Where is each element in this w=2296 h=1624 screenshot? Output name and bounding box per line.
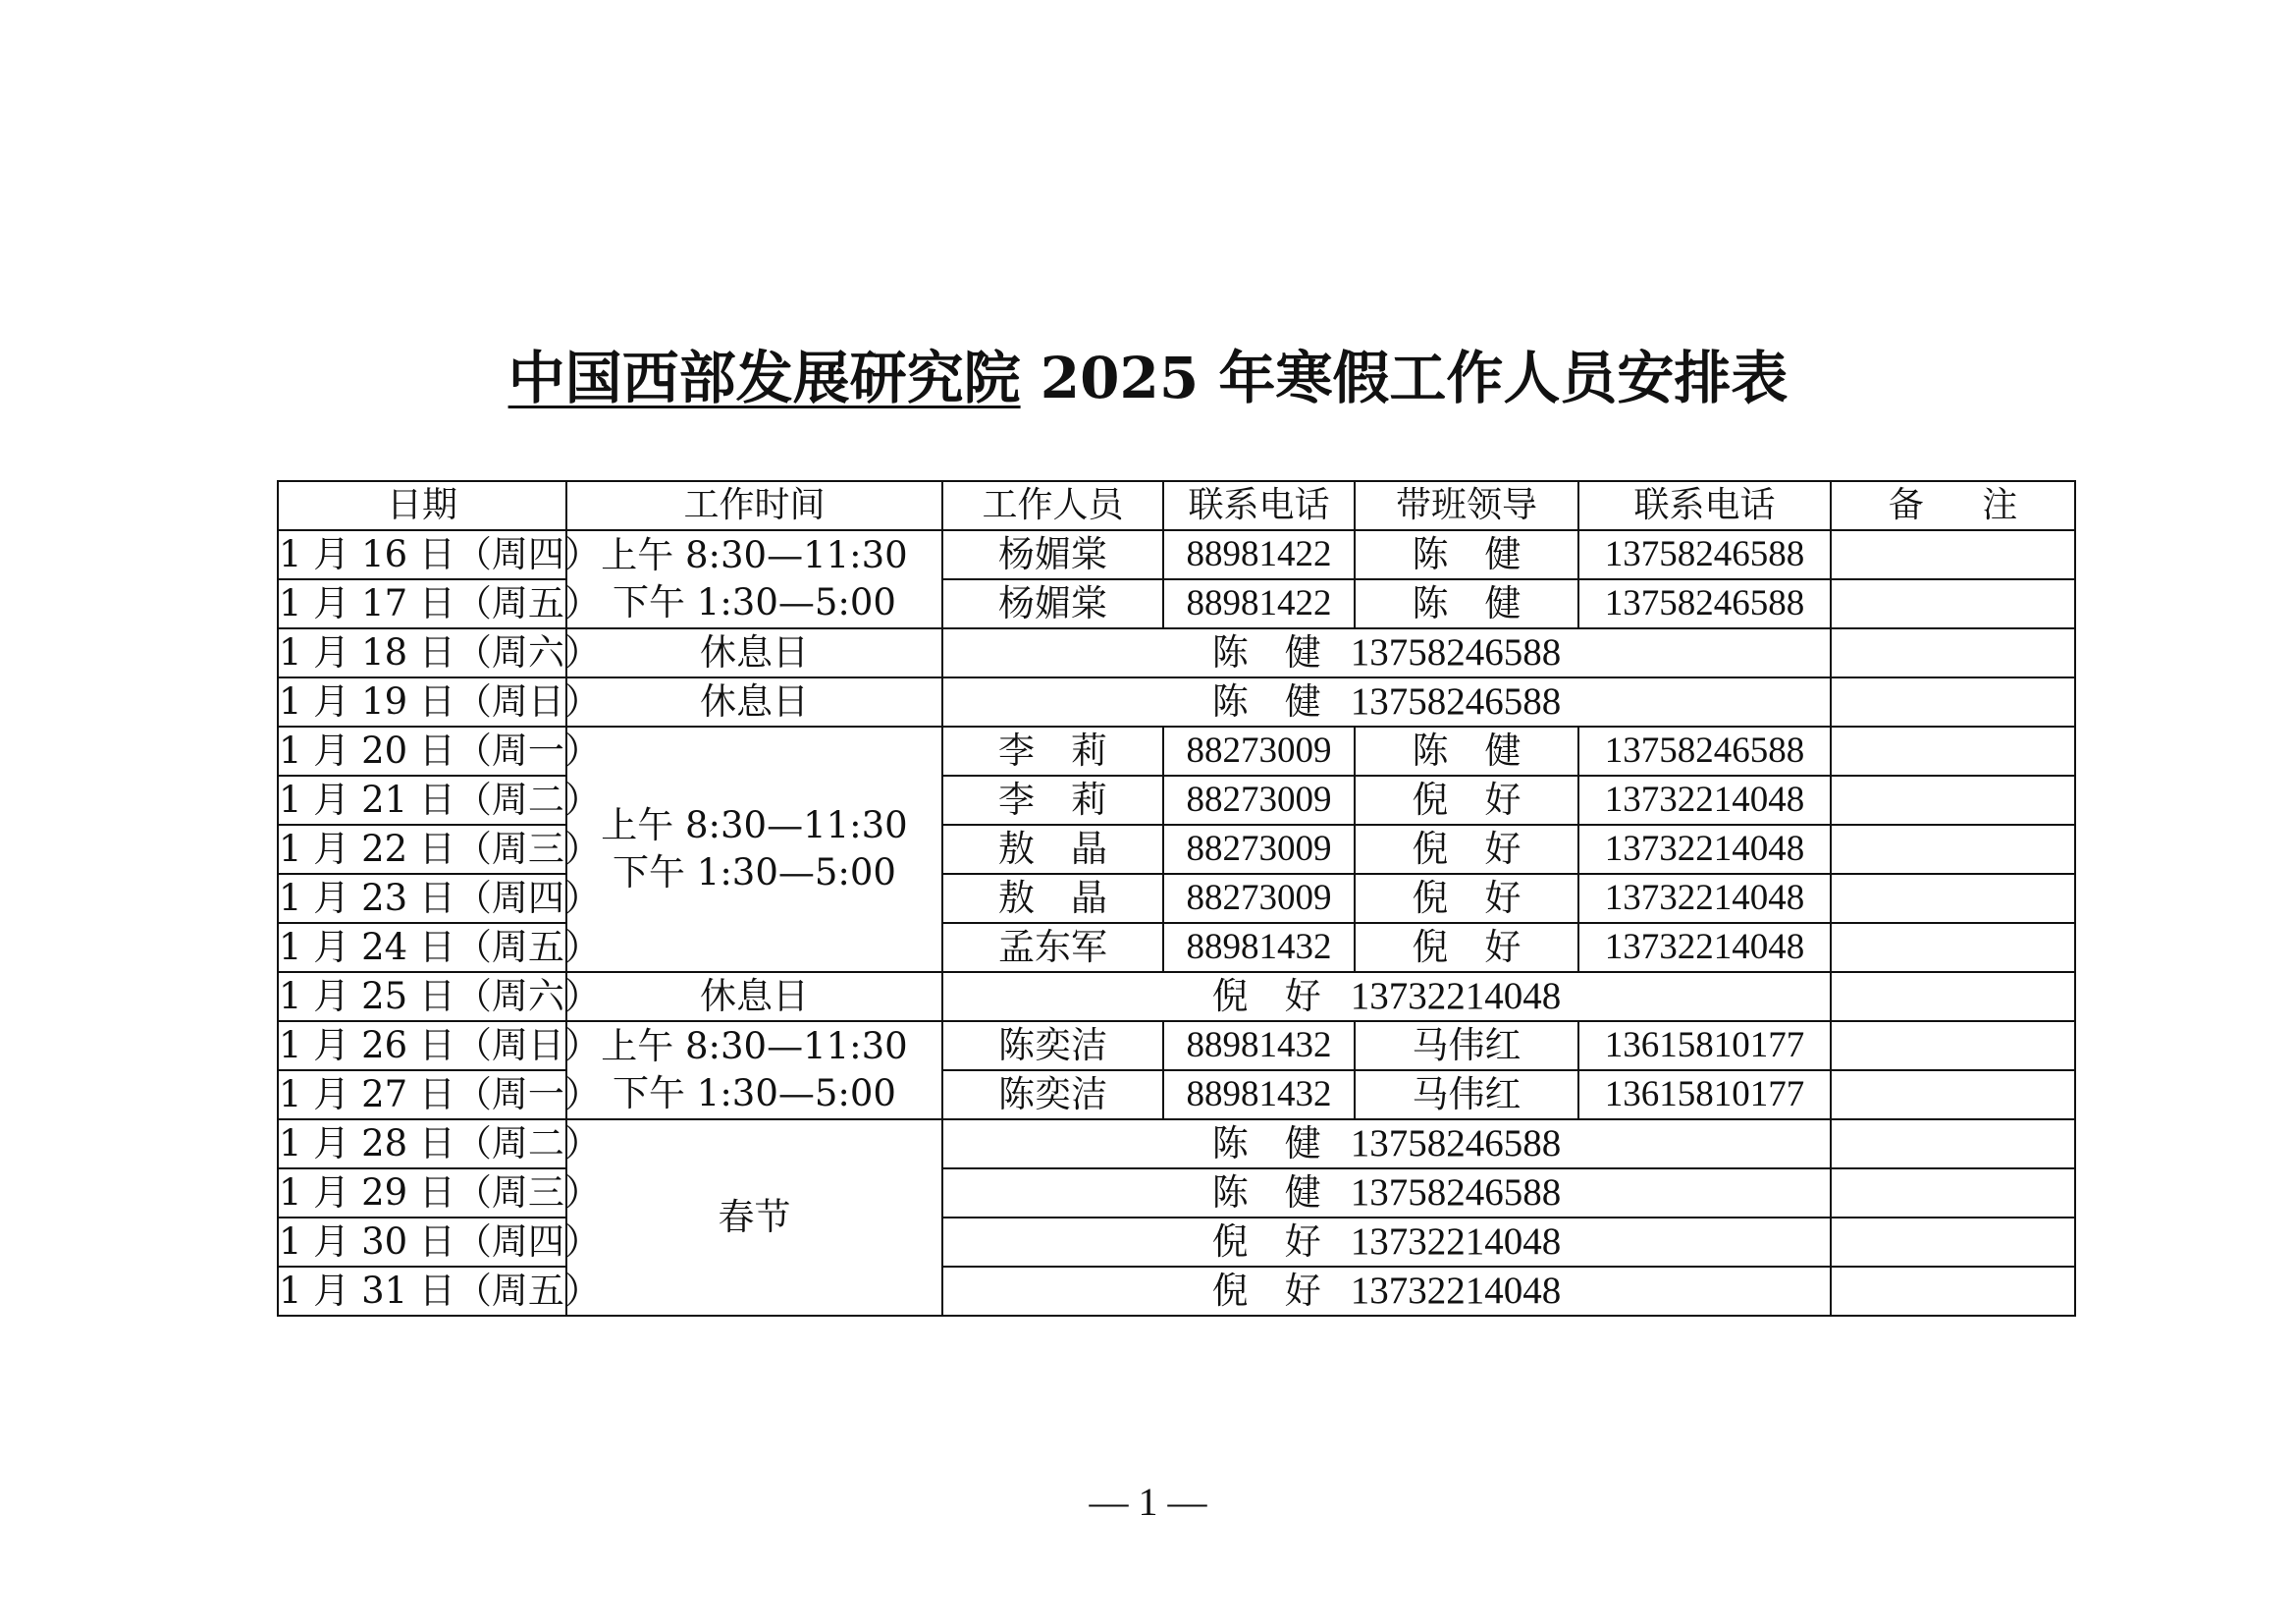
table-row bbox=[278, 1021, 2075, 1070]
duty-contact-cell bbox=[942, 628, 1831, 677]
date-cell: 1 月 20 日（周一） bbox=[278, 727, 566, 776]
remarks-cell bbox=[1831, 923, 2075, 972]
leader-cell: 倪 好 bbox=[1355, 874, 1578, 923]
header-staff-phone: 联系电话 bbox=[1163, 481, 1355, 530]
date-cell: 1 月 25 日（周六） bbox=[278, 972, 566, 1021]
header-date: 日期 bbox=[278, 481, 566, 530]
rest-day-cell: 休息日 bbox=[566, 972, 942, 1021]
date-cell: 1 月 26 日（周日） bbox=[278, 1021, 566, 1070]
date-cell: 1 月 16 日（周四） bbox=[278, 530, 566, 579]
date-cell: 1 月 23 日（周四） bbox=[278, 874, 566, 923]
staff-cell: 敖 晶 bbox=[942, 825, 1163, 874]
staff-phone-cell: 88273009 bbox=[1163, 874, 1355, 923]
work-time-cell bbox=[566, 530, 942, 628]
staff-cell: 李 莉 bbox=[942, 727, 1163, 776]
rest-day-cell: 休息日 bbox=[566, 628, 942, 677]
staff-phone-cell: 88981422 bbox=[1163, 579, 1355, 628]
duty-contact-cell bbox=[942, 972, 1831, 1021]
work-time-cell bbox=[566, 1021, 942, 1119]
table-row bbox=[278, 874, 2075, 923]
remarks-cell bbox=[1831, 972, 2075, 1021]
duty-leader: 陈 健 bbox=[1211, 1171, 1321, 1214]
duty-leader: 倪 好 bbox=[1211, 975, 1321, 1017]
date-cell: 1 月 28 日（周二） bbox=[278, 1119, 566, 1168]
remarks-cell bbox=[1831, 825, 2075, 874]
date-cell: 1 月 27 日（周一） bbox=[278, 1070, 566, 1119]
leader-phone-cell: 13615810177 bbox=[1578, 1021, 1831, 1070]
duty-contact-cell bbox=[942, 1267, 1831, 1316]
duty-leader: 陈 健 bbox=[1211, 1122, 1321, 1164]
staff-cell: 陈奕洁 bbox=[942, 1021, 1163, 1070]
date-cell: 1 月 17 日（周五） bbox=[278, 579, 566, 628]
duty-contact-cell bbox=[942, 1119, 1831, 1168]
leader-cell: 陈 健 bbox=[1355, 530, 1578, 579]
duty-phone: 13732214048 bbox=[1350, 975, 1562, 1017]
header-leader: 带班领导 bbox=[1355, 481, 1578, 530]
date-cell: 1 月 22 日（周三） bbox=[278, 825, 566, 874]
work-time-am: 上午 8:30—11:30 bbox=[601, 1025, 908, 1067]
leader-phone-cell: 13758246588 bbox=[1578, 727, 1831, 776]
table-row bbox=[278, 1218, 2075, 1267]
spring-festival-cell: 春节 bbox=[566, 1119, 942, 1316]
leader-cell: 陈 健 bbox=[1355, 727, 1578, 776]
remarks-cell bbox=[1831, 1070, 2075, 1119]
staff-phone-cell: 88273009 bbox=[1163, 727, 1355, 776]
leader-phone-cell: 13615810177 bbox=[1578, 1070, 1831, 1119]
date-cell: 1 月 31 日（周五） bbox=[278, 1267, 566, 1316]
table-row bbox=[278, 530, 2075, 579]
work-time-pm: 下午 1:30—5:00 bbox=[613, 1072, 896, 1114]
date-cell: 1 月 30 日（周四） bbox=[278, 1218, 566, 1267]
schedule-table bbox=[277, 480, 2076, 1317]
table-row bbox=[278, 579, 2075, 628]
leader-cell: 马伟红 bbox=[1355, 1021, 1578, 1070]
duty-phone: 13732214048 bbox=[1350, 1220, 1562, 1263]
duty-phone: 13732214048 bbox=[1350, 1270, 1562, 1312]
leader-phone-cell: 13732214048 bbox=[1578, 874, 1831, 923]
leader-cell: 陈 健 bbox=[1355, 579, 1578, 628]
table-row bbox=[278, 677, 2075, 727]
staff-phone-cell: 88981432 bbox=[1163, 1021, 1355, 1070]
duty-phone: 13758246588 bbox=[1350, 1171, 1562, 1214]
leader-phone-cell: 13732214048 bbox=[1578, 825, 1831, 874]
duty-contact-cell bbox=[942, 1168, 1831, 1218]
duty-contact-cell bbox=[942, 1218, 1831, 1267]
leader-phone-cell: 13732214048 bbox=[1578, 776, 1831, 825]
duty-phone: 13758246588 bbox=[1350, 631, 1562, 674]
remarks-cell bbox=[1831, 677, 2075, 727]
staff-cell: 杨媚棠 bbox=[942, 579, 1163, 628]
title-organization: 中国西部发展研究院 bbox=[507, 345, 1021, 411]
work-time-am: 上午 8:30—11:30 bbox=[601, 804, 908, 846]
work-time-cell bbox=[566, 727, 942, 972]
table-row bbox=[278, 727, 2075, 776]
leader-cell: 马伟红 bbox=[1355, 1070, 1578, 1119]
staff-phone-cell: 88273009 bbox=[1163, 825, 1355, 874]
duty-leader: 倪 好 bbox=[1211, 1220, 1321, 1263]
staff-cell: 杨媚棠 bbox=[942, 530, 1163, 579]
title-text: 2025 年寒假工作人员安排表 bbox=[1020, 345, 1789, 411]
header-leader-phone: 联系电话 bbox=[1578, 481, 1831, 530]
rest-day-cell: 休息日 bbox=[566, 677, 942, 727]
duty-leader: 陈 健 bbox=[1211, 680, 1321, 723]
remarks-cell bbox=[1831, 1168, 2075, 1218]
date-cell: 1 月 19 日（周日） bbox=[278, 677, 566, 727]
remarks-cell bbox=[1831, 579, 2075, 628]
staff-phone-cell: 88981432 bbox=[1163, 923, 1355, 972]
table-row bbox=[278, 1267, 2075, 1316]
remarks-cell bbox=[1831, 776, 2075, 825]
date-cell: 1 月 21 日（周二） bbox=[278, 776, 566, 825]
table-row bbox=[278, 1168, 2075, 1218]
leader-cell: 倪 好 bbox=[1355, 776, 1578, 825]
header-staff: 工作人员 bbox=[942, 481, 1163, 530]
work-time-pm: 下午 1:30—5:00 bbox=[613, 581, 896, 623]
staff-cell: 陈奕洁 bbox=[942, 1070, 1163, 1119]
duty-leader: 陈 健 bbox=[1211, 631, 1321, 674]
remarks-cell bbox=[1831, 1267, 2075, 1316]
table-row bbox=[278, 1070, 2075, 1119]
duty-phone: 13758246588 bbox=[1350, 680, 1562, 723]
duty-contact-cell bbox=[942, 677, 1831, 727]
remarks-cell bbox=[1831, 1021, 2075, 1070]
staff-phone-cell: 88981422 bbox=[1163, 530, 1355, 579]
table-row bbox=[278, 776, 2075, 825]
table-row bbox=[278, 628, 2075, 677]
remarks-cell bbox=[1831, 874, 2075, 923]
leader-cell: 倪 好 bbox=[1355, 825, 1578, 874]
date-cell: 1 月 24 日（周五） bbox=[278, 923, 566, 972]
date-cell: 1 月 29 日（周三） bbox=[278, 1168, 566, 1218]
staff-cell: 李 莉 bbox=[942, 776, 1163, 825]
remarks-cell bbox=[1831, 727, 2075, 776]
staff-cell: 孟东军 bbox=[942, 923, 1163, 972]
work-time-am: 上午 8:30—11:30 bbox=[601, 534, 908, 576]
remarks-cell bbox=[1831, 530, 2075, 579]
leader-phone-cell: 13758246588 bbox=[1578, 530, 1831, 579]
staff-phone-cell: 88273009 bbox=[1163, 776, 1355, 825]
table-row bbox=[278, 825, 2075, 874]
leader-cell: 倪 好 bbox=[1355, 923, 1578, 972]
table-row bbox=[278, 1119, 2075, 1168]
duty-leader: 倪 好 bbox=[1211, 1270, 1321, 1312]
remarks-cell bbox=[1831, 1218, 2075, 1267]
date-cell: 1 月 18 日（周六） bbox=[278, 628, 566, 677]
page-number: — 1 — bbox=[1089, 1480, 1207, 1524]
page-title bbox=[0, 339, 2296, 417]
table-header-row bbox=[278, 481, 2075, 530]
duty-phone: 13758246588 bbox=[1350, 1122, 1562, 1164]
header-remarks: 备 注 bbox=[1831, 481, 2075, 530]
leader-phone-cell: 13732214048 bbox=[1578, 923, 1831, 972]
leader-phone-cell: 13758246588 bbox=[1578, 579, 1831, 628]
staff-cell: 敖 晶 bbox=[942, 874, 1163, 923]
work-time-pm: 下午 1:30—5:00 bbox=[613, 851, 896, 893]
table-row bbox=[278, 923, 2075, 972]
remarks-cell bbox=[1831, 1119, 2075, 1168]
header-work-time: 工作时间 bbox=[566, 481, 942, 530]
table-row bbox=[278, 972, 2075, 1021]
remarks-cell bbox=[1831, 628, 2075, 677]
staff-phone-cell: 88981432 bbox=[1163, 1070, 1355, 1119]
